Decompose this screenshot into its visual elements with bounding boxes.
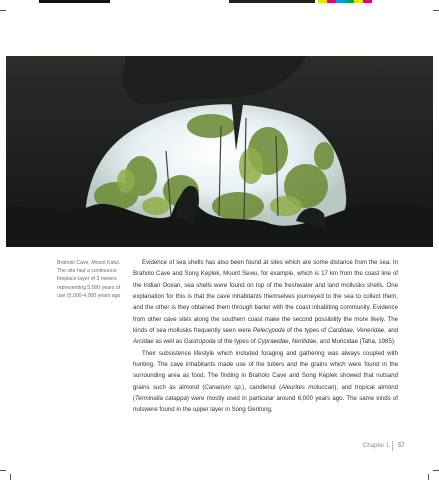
page-number: 57 <box>398 443 405 449</box>
chapter-label: Chapter 1 <box>363 443 390 449</box>
italic-term: Veneridae <box>356 327 385 335</box>
crop-mark <box>428 474 429 480</box>
text-run: , and <box>384 327 398 335</box>
italic-term: Terminalia catappa <box>135 395 187 403</box>
cave-photo <box>6 56 433 247</box>
footer-divider <box>392 441 393 451</box>
italic-term: Pelecypoda <box>253 327 285 335</box>
photo-caption: Braholo Cave, Mount Kidul. The site had a continuous fireplace layer of 3 meters representing 5,000 years of use (5,000-4,000 years ago <box>57 260 121 299</box>
italic-term: Cypraeidae <box>257 338 289 346</box>
color-swatch <box>336 0 345 3</box>
color-swatch <box>354 0 363 3</box>
crop-mark <box>433 10 439 11</box>
text-run: ) were mostly used in particular around 6,000 years ago. The same kinds of nutswere found in the upper layer in Song Gentong, <box>133 395 398 414</box>
body-text <box>133 257 398 416</box>
color-swatch <box>318 0 327 3</box>
color-swatch <box>345 0 354 3</box>
text-run: of the types of <box>284 327 329 335</box>
crop-mark <box>10 474 11 480</box>
text-run: as well as <box>153 338 184 346</box>
italic-term: Canarium sp. <box>204 383 243 391</box>
print-registration-bar-left <box>39 0 110 3</box>
color-swatch <box>363 0 372 3</box>
text-run: , <box>352 327 357 335</box>
text-run: , <box>288 338 292 346</box>
text-run: ), candlenut ( <box>242 383 282 391</box>
print-registration-bar-right <box>229 0 315 3</box>
text-run: Evidence of sea shells has also been found at sites which are some distance from the sea. In Braholo Cave and Song Keplek, Mount Sewu, for example, which is 17 km from the coast line of the Indian Ocean, sea shells were found on top of the freshwater and land mollusks shells. One explanation for this is that the cave inhabitants themselves journeyed to the sea to collect them, and the other is they obtained them through barter with the coast inhabiting community. Evidence from other cave sites along the southern coast make the second possibility the more likely. The kinds of sea mollusks frequently seen were <box>133 259 398 335</box>
italic-term: Aleurites moluccan <box>281 383 335 391</box>
italic-term: Cardidae <box>328 327 353 335</box>
text-run: Their subsistence lifestyle which included foraging and gathering was always coupled with hunting. The cave inhabitants made use of the tubers and the grains which were found in the surrounding area as food. The finding in Braholo Cave and Song Keplek showed that nutsand grains such as almond ( <box>133 349 398 391</box>
crop-mark <box>0 470 6 471</box>
text-run: of the types of <box>215 338 258 346</box>
color-swatch <box>327 0 336 3</box>
paragraph-2 <box>133 348 398 416</box>
text-run: ), and tropical almond ( <box>133 383 398 403</box>
paragraph-1 <box>133 257 398 348</box>
text-run: , and Muricidae (Taha, 1985). <box>316 338 396 346</box>
italic-term: Gastropoda <box>183 338 216 346</box>
crop-mark <box>0 10 6 11</box>
crop-mark <box>433 470 439 471</box>
italic-term: Neritidae <box>291 338 317 346</box>
italic-term: Arcidae <box>133 338 154 346</box>
cave-photo-image <box>6 56 433 247</box>
